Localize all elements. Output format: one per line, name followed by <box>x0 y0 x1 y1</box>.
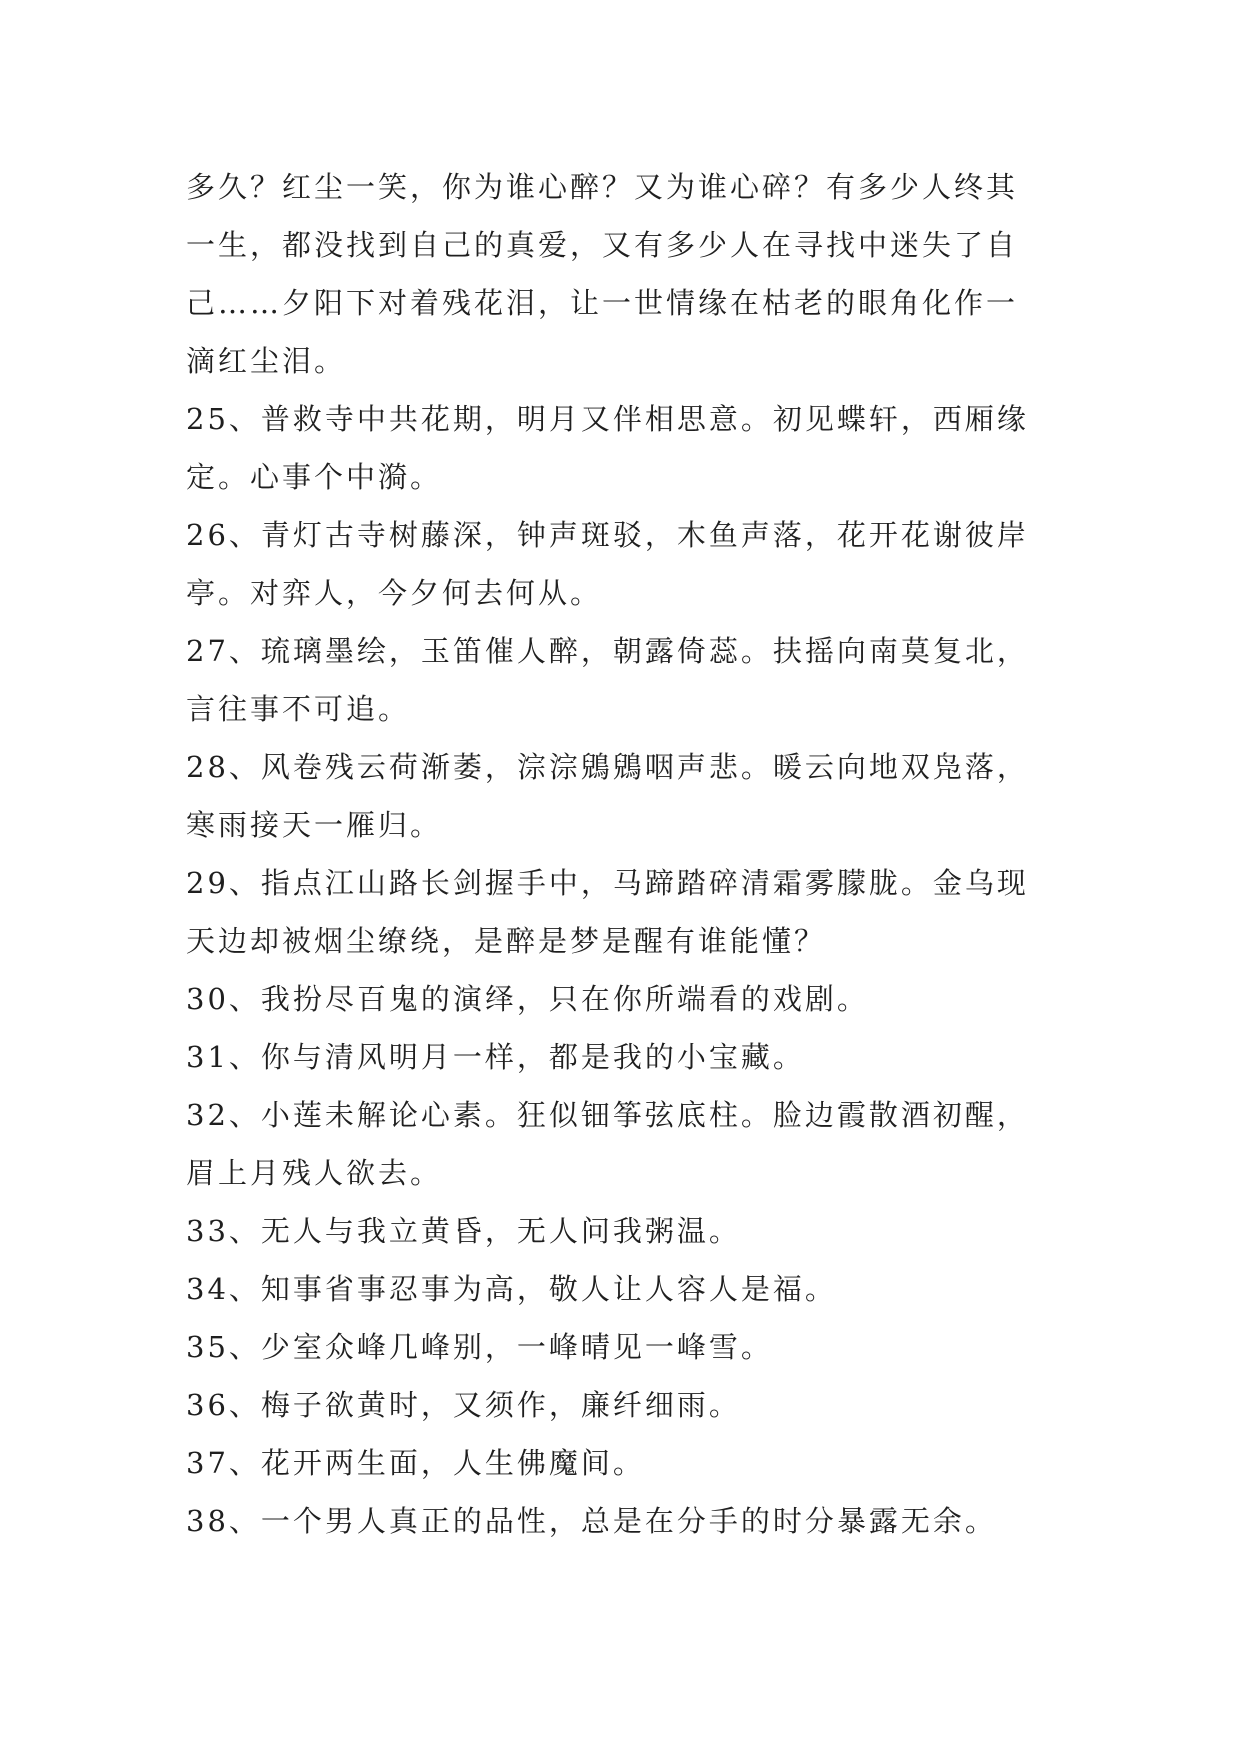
text-line: 言往事不可追。 <box>186 692 411 726</box>
text-line: 天边却被烟尘缭绕，是醉是梦是醒有谁能懂？ <box>186 924 827 958</box>
text-line: 定。心事个中漪。 <box>186 460 443 494</box>
text-line: 38、一个男人真正的品性，总是在分手的时分暴露无余。 <box>186 1504 997 1538</box>
text-line: 27、琉璃墨绘，玉笛催人醉，朝露倚蕊。扶摇向南莫复北， <box>186 634 1029 668</box>
text-line: 37、花开两生面，人生佛魔间。 <box>186 1446 645 1480</box>
text-line: 寒雨接天一雁归。 <box>186 808 443 842</box>
text-line: 29、指点江山路长剑握手中，马蹄踏碎清霜雾朦胧。金乌现 <box>186 866 1029 900</box>
text-line: 25、普救寺中共花期，明月又伴相思意。初见蝶轩，西厢缘 <box>186 402 1029 436</box>
text-line: 一生，都没找到自己的真爱，又有多少人在寻找中迷失了自 <box>186 228 1019 262</box>
document-body <box>186 158 1086 1550</box>
text-line: 33、无人与我立黄昏，无人问我粥温。 <box>186 1214 741 1248</box>
text-line: 己……夕阳下对着残花泪，让一世情缘在枯老的眼角化作一 <box>186 286 1019 320</box>
text-line: 30、我扮尽百鬼的演绎，只在你所端看的戏剧。 <box>186 982 869 1016</box>
text-line: 亭。对弈人，今夕何去何从。 <box>186 576 603 610</box>
text-line: 35、少室众峰几峰别，一峰晴见一峰雪。 <box>186 1330 773 1364</box>
text-line: 34、知事省事忍事为高，敬人让人容人是福。 <box>186 1272 837 1306</box>
text-line: 眉上月残人欲去。 <box>186 1156 443 1190</box>
text-line: 36、梅子欲黄时，又须作，廉纤细雨。 <box>186 1388 741 1422</box>
text-line: 32、小莲未解论心素。狂似钿筝弦底柱。脸边霞散酒初醒， <box>186 1098 1029 1132</box>
text-line: 31、你与清风明月一样，都是我的小宝藏。 <box>186 1040 805 1074</box>
text-line: 滴红尘泪。 <box>186 344 347 378</box>
text-line: 26、青灯古寺树藤深，钟声斑驳，木鱼声落，花开花谢彼岸 <box>186 518 1029 552</box>
text-line: 28、风卷残云荷渐萎，淙淙鶂鶂咽声悲。暖云向地双凫落， <box>186 750 1029 784</box>
text-line: 多久？红尘一笑，你为谁心醉？又为谁心碎？有多少人终其 <box>186 170 1019 204</box>
